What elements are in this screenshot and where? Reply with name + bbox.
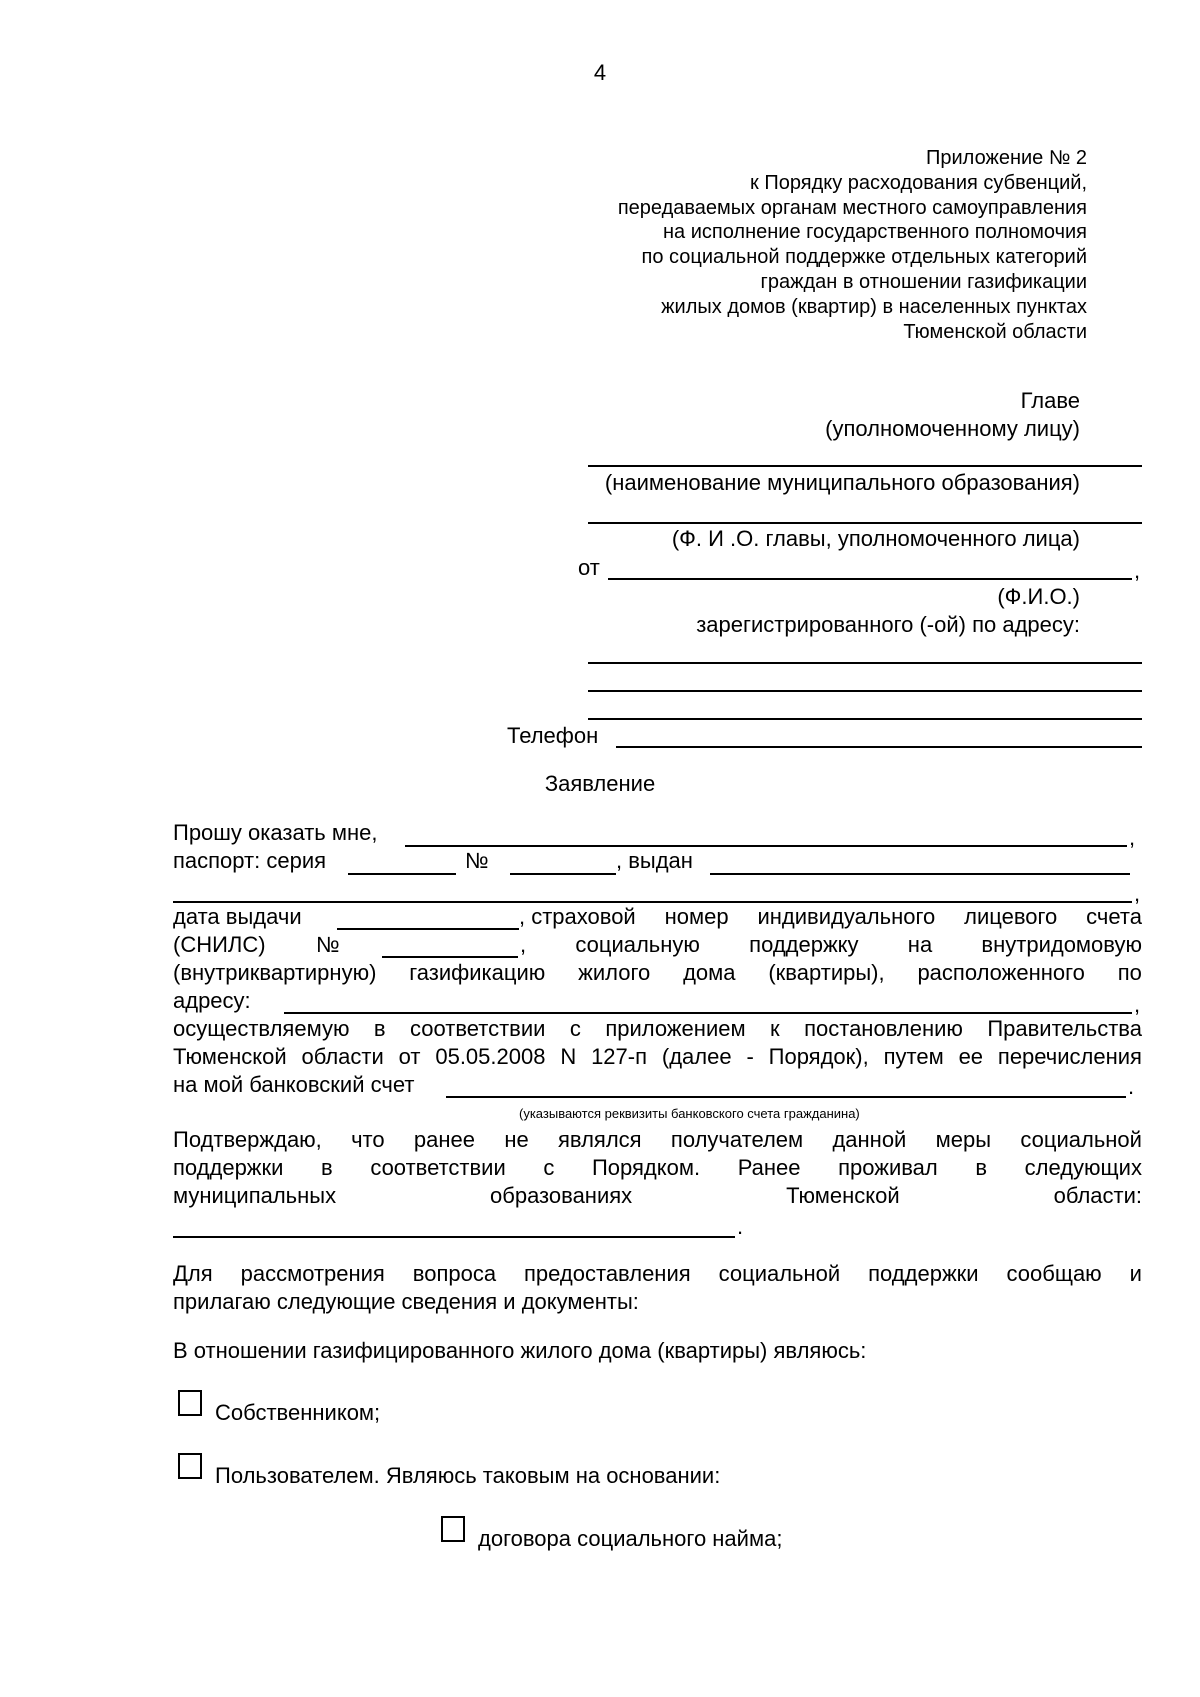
text-word: Порядок), — [768, 1044, 869, 1069]
issued-by-comma: , — [1134, 881, 1141, 906]
text-word: ее — [958, 1044, 984, 1069]
object-address-comma: , — [1134, 992, 1141, 1017]
request-comma: , — [1129, 825, 1136, 850]
text-word: в — [373, 1016, 386, 1041]
passport-series-label: паспорт: серия — [173, 848, 327, 873]
confirm-line-1 — [173, 1129, 1142, 1151]
appendix-line: по социальной поддержке отдельных категорий — [641, 246, 1087, 269]
text-word: Тюменской — [786, 1183, 900, 1208]
text-word: предоставления — [524, 1261, 691, 1286]
snils-number-label: № — [316, 932, 340, 957]
support-word: поддержку — [749, 932, 859, 957]
snils-word: индивидуального — [757, 904, 936, 929]
text-word: сообщаю — [1006, 1261, 1102, 1286]
text-word: рассмотрения — [240, 1261, 385, 1286]
bank-account-period: . — [1128, 1074, 1135, 1099]
support-word: внутридомовую — [981, 932, 1142, 957]
snils-label: (СНИЛС) — [173, 932, 266, 957]
addressee-authorized: (уполномоченному лицу) — [825, 416, 1080, 441]
issue-date-field[interactable] — [337, 928, 519, 930]
text-word: перечисления — [997, 1044, 1142, 1069]
issued-label: , выдан — [616, 848, 693, 873]
text-word: меры — [935, 1127, 992, 1152]
info-line-1 — [173, 1263, 1142, 1285]
head-name-field[interactable] — [588, 522, 1142, 524]
snils-line — [519, 906, 1142, 928]
text-word: по — [1117, 960, 1142, 985]
text-word: области — [301, 1044, 384, 1069]
text-word: Подтверждаю, — [173, 1127, 322, 1152]
text-word: проживал — [838, 1155, 938, 1180]
support-word: , — [520, 932, 527, 957]
relation-label: В отношении газифицированного жилого дома (квартиры) являюсь: — [173, 1338, 867, 1363]
social-lease-label: договора социального найма; — [478, 1526, 783, 1551]
bank-account-caption: (указываются реквизиты банковского счета гражданина) — [519, 1106, 860, 1121]
appendix-line: жилых домов (квартир) в населенных пунктах — [661, 295, 1087, 318]
appendix-line: Тюменской области — [903, 320, 1087, 343]
text-word: Ранее — [737, 1155, 801, 1180]
text-word: расположенного — [917, 960, 1085, 985]
text-word: образованиях — [490, 1183, 633, 1208]
snils-word: номер — [664, 904, 729, 929]
info-line-2: прилагаю следующие сведения и документы: — [173, 1289, 639, 1314]
owner-label: Собственником; — [215, 1400, 381, 1425]
text-word: социальной — [718, 1261, 841, 1286]
text-word: Порядком. — [591, 1155, 701, 1180]
text-word: к — [770, 1016, 780, 1041]
text-word: поддержки — [868, 1261, 979, 1286]
snils-word: счета — [1086, 904, 1142, 929]
owner-checkbox[interactable] — [178, 1390, 202, 1416]
object-address-field[interactable] — [284, 1012, 1132, 1014]
text-word: соответствии — [410, 1016, 546, 1041]
text-word: дома — [683, 960, 736, 985]
text-word: данной — [832, 1127, 907, 1152]
previous-residence-period: . — [737, 1214, 744, 1239]
user-label: Пользователем. Являюсь таковым на основании: — [215, 1463, 721, 1488]
appendix-header — [618, 146, 1087, 344]
text-word: ранее — [413, 1127, 476, 1152]
text-word: области: — [1053, 1183, 1142, 1208]
text-word: от — [398, 1044, 421, 1069]
text-word: газификацию — [409, 960, 546, 985]
applicant-name-comma: , — [1134, 558, 1141, 583]
text-word: путем — [883, 1044, 944, 1069]
text-word: (внутриквартирную) — [173, 960, 377, 985]
address-line-3-field[interactable] — [588, 718, 1142, 720]
text-word: муниципальных — [173, 1183, 337, 1208]
from-label: от — [578, 555, 600, 580]
bank-account-field[interactable] — [446, 1096, 1126, 1098]
text-word: Правительства — [987, 1016, 1142, 1041]
text-word: постановлению — [804, 1016, 963, 1041]
support-word: на — [907, 932, 933, 957]
text-word: (квартиры), — [768, 960, 885, 985]
text-word: Тюменской — [173, 1044, 287, 1069]
issued-by-field[interactable] — [710, 873, 1130, 875]
text-word: N — [560, 1044, 577, 1069]
snils-number-field[interactable] — [382, 956, 518, 958]
social-lease-checkbox[interactable] — [441, 1516, 465, 1542]
text-word: - — [746, 1044, 754, 1069]
applicant-name-field[interactable] — [608, 578, 1132, 580]
snils-word: лицевого — [964, 904, 1058, 929]
municipality-caption: (наименование муниципального образования) — [604, 470, 1080, 495]
passport-number-label: № — [465, 848, 489, 873]
support-line — [520, 934, 1142, 956]
page-number: 4 — [593, 60, 607, 85]
text-word: следующих — [1024, 1155, 1142, 1180]
text-word: соответствии — [370, 1155, 506, 1180]
user-checkbox[interactable] — [178, 1453, 202, 1479]
passport-series-field[interactable] — [348, 873, 456, 875]
confirm-line-3 — [173, 1185, 1142, 1207]
passport-number-field[interactable] — [510, 873, 616, 875]
fio-caption: (Ф.И.О.) — [997, 584, 1080, 609]
text-word: осуществляемую — [173, 1016, 350, 1041]
appendix-line: к Порядку расходования субвенций, — [750, 171, 1087, 194]
text-word: с — [543, 1155, 555, 1180]
bank-account-label: на мой банковский счет — [173, 1072, 415, 1097]
text-word: не — [504, 1127, 529, 1152]
appendix-line: Приложение № 2 — [926, 147, 1087, 169]
address-line-2-field[interactable] — [588, 690, 1142, 692]
text-word: и — [1129, 1261, 1142, 1286]
text-word: в — [321, 1155, 333, 1180]
implementation-line — [173, 1018, 1142, 1040]
issue-date-label: дата выдачи — [173, 904, 302, 929]
appendix-line: на исполнение государственного полномочия — [662, 221, 1087, 244]
text-word: приложением — [605, 1016, 746, 1041]
text-word: (далее — [661, 1044, 732, 1069]
municipality-name-field[interactable] — [588, 465, 1142, 467]
decree-line — [173, 1046, 1142, 1068]
text-word: жилого — [578, 960, 651, 985]
text-word: поддержки — [173, 1155, 284, 1180]
previous-residence-field[interactable] — [173, 1236, 735, 1238]
registered-address-label: зарегистрированного (-ой) по адресу: — [696, 612, 1080, 637]
issued-by-continued-field[interactable] — [173, 901, 1132, 903]
addressee-to: Главе — [1020, 388, 1080, 413]
address-line-1-field[interactable] — [588, 662, 1142, 664]
appendix-line: граждан в отношении газификации — [760, 270, 1087, 293]
phone-field[interactable] — [616, 746, 1142, 748]
text-word: Для — [173, 1261, 213, 1286]
support-word: социальную — [575, 932, 700, 957]
phone-label: Телефон — [507, 723, 599, 748]
text-word: что — [351, 1127, 385, 1152]
text-word: являлся — [558, 1127, 642, 1152]
text-word: 05.05.2008 — [435, 1044, 546, 1069]
gasification-line — [173, 962, 1142, 984]
text-word: вопроса — [412, 1261, 497, 1286]
head-name-caption: (Ф. И .О. главы, уполномоченного лица) — [671, 526, 1080, 551]
object-address-label: адресу: — [173, 988, 251, 1013]
text-word: 127-п — [591, 1044, 648, 1069]
appendix-line: передаваемых органам местного самоуправления — [617, 196, 1087, 219]
snils-word: , страховой — [519, 904, 636, 929]
confirm-line-2 — [173, 1157, 1142, 1179]
text-word: с — [569, 1016, 581, 1041]
text-word: получателем — [670, 1127, 804, 1152]
request-label: Прошу оказать мне, — [173, 820, 378, 845]
recipient-field[interactable] — [405, 845, 1127, 847]
text-word: социальной — [1020, 1127, 1142, 1152]
document-title: Заявление — [544, 771, 656, 796]
text-word: в — [975, 1155, 988, 1180]
